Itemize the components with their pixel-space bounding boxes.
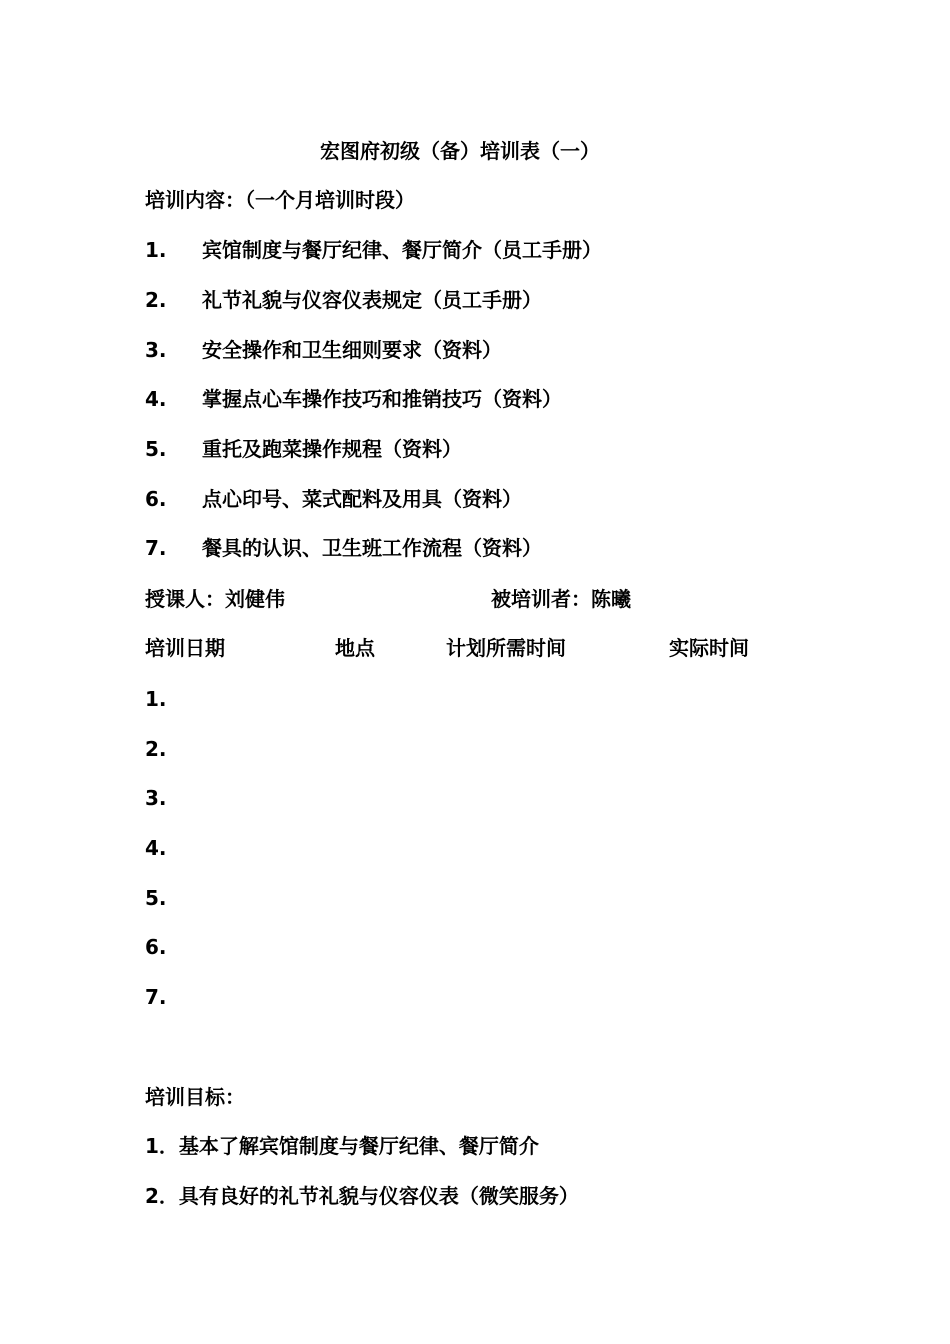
list-item-number: 6. <box>145 487 167 511</box>
list-item-text: 餐具的认识、卫生班工作流程（资料） <box>202 536 542 560</box>
table-row: 5. <box>145 886 167 910</box>
list-item-number: 7. <box>145 536 167 560</box>
list-item-text: 掌握点心车操作技巧和推销技巧（资料） <box>202 387 562 411</box>
list-item-number: 3. <box>145 338 167 362</box>
goal-item: 2．具有良好的礼节礼貌与仪容仪表（微笑服务） <box>145 1184 579 1208</box>
table-row: 7. <box>145 985 167 1009</box>
trainee: 被培训者：陈曦 <box>491 587 631 611</box>
table-row: 6. <box>145 935 167 959</box>
goals-heading: 培训目标： <box>145 1085 245 1109</box>
list-item-text: 礼节礼貌与仪容仪表规定（员工手册） <box>202 288 542 312</box>
table-row: 4. <box>145 836 167 860</box>
list-item-number: 5. <box>145 437 167 461</box>
list-item-text: 重托及跑菜操作规程（资料） <box>202 437 462 461</box>
column-header-actual-time: 实际时间 <box>669 636 749 660</box>
list-item-number: 1. <box>145 238 167 262</box>
list-item-number: 2. <box>145 288 167 312</box>
list-item-text: 安全操作和卫生细则要求（资料） <box>202 338 502 362</box>
content-heading: 培训内容：（一个月培训时段） <box>145 188 415 212</box>
table-row: 1. <box>145 687 167 711</box>
table-row: 3. <box>145 786 167 810</box>
column-header-date: 培训日期 <box>145 636 225 660</box>
instructor: 授课人：刘健伟 <box>145 587 285 611</box>
list-item-text: 点心印号、菜式配料及用具（资料） <box>202 487 522 511</box>
document-title: 宏图府初级（备）培训表（一） <box>320 139 600 163</box>
column-header-planned-time: 计划所需时间 <box>446 636 566 660</box>
column-header-location: 地点 <box>335 636 375 660</box>
table-row: 2. <box>145 737 167 761</box>
list-item-number: 4. <box>145 387 167 411</box>
goal-item: 1．基本了解宾馆制度与餐厅纪律、餐厅简介 <box>145 1134 539 1158</box>
list-item-text: 宾馆制度与餐厅纪律、餐厅简介（员工手册） <box>202 238 602 262</box>
